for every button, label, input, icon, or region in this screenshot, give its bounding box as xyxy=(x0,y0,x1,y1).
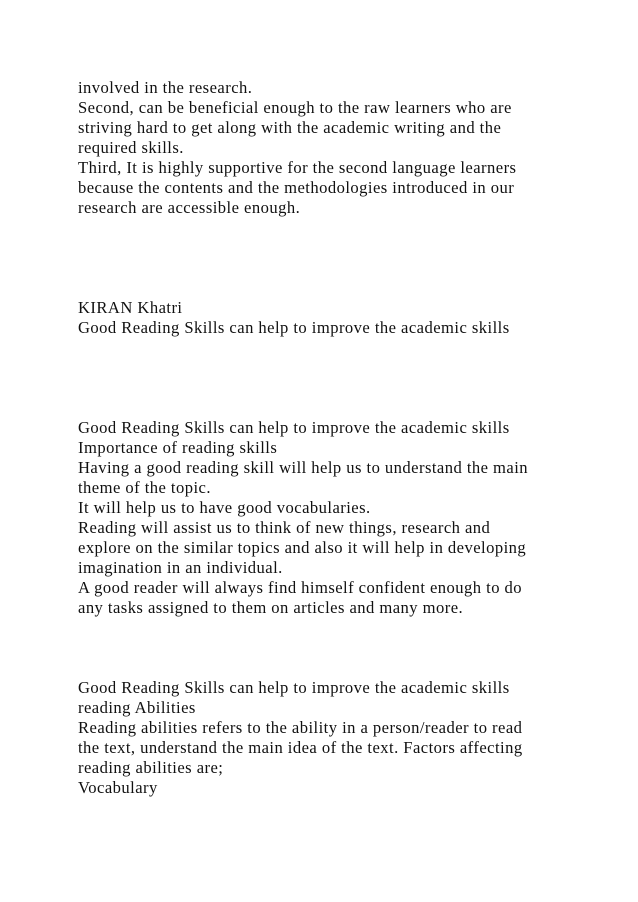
text-line: A good reader will always find himself confident enough to do xyxy=(78,578,523,597)
text-line: research are accessible enough. xyxy=(78,198,301,217)
text-line: the text, understand the main idea of the text. Factors affecting xyxy=(78,738,523,757)
text-line: any tasks assigned to them on articles and many more. xyxy=(78,598,464,617)
text-line: involved in the research. xyxy=(78,78,253,97)
text-line: Reading will assist us to think of new things, research and xyxy=(78,518,491,537)
text-line: Having a good reading skill will help us to understand the main xyxy=(78,458,529,477)
text-line: reading abilities are; xyxy=(78,758,224,777)
text-line: Second, can be beneficial enough to the raw learners who are xyxy=(78,98,512,117)
text-line: Third, It is highly supportive for the second language learners xyxy=(78,158,517,177)
section-heading: Good Reading Skills can help to improve the academic skills xyxy=(78,418,510,437)
subheading: reading Abilities xyxy=(78,698,196,717)
text-line: striving hard to get along with the academic writing and the xyxy=(78,118,502,137)
author-name: KIRAN Khatri xyxy=(78,298,183,317)
text-line: It will help us to have good vocabularies. xyxy=(78,498,371,517)
text-line: required skills. xyxy=(78,138,184,157)
text-line: theme of the topic. xyxy=(78,478,211,497)
subheading: Importance of reading skills xyxy=(78,438,278,457)
text-line: explore on the similar topics and also it will help in developing xyxy=(78,538,527,557)
section-heading: Good Reading Skills can help to improve the academic skills xyxy=(78,318,510,337)
text-line: because the contents and the methodologies introduced in our xyxy=(78,178,515,197)
text-line: Vocabulary xyxy=(78,778,158,797)
section-heading: Good Reading Skills can help to improve the academic skills xyxy=(78,678,510,697)
text-line: Reading abilities refers to the ability in a person/reader to read xyxy=(78,718,523,737)
text-line: imagination in an individual. xyxy=(78,558,283,577)
